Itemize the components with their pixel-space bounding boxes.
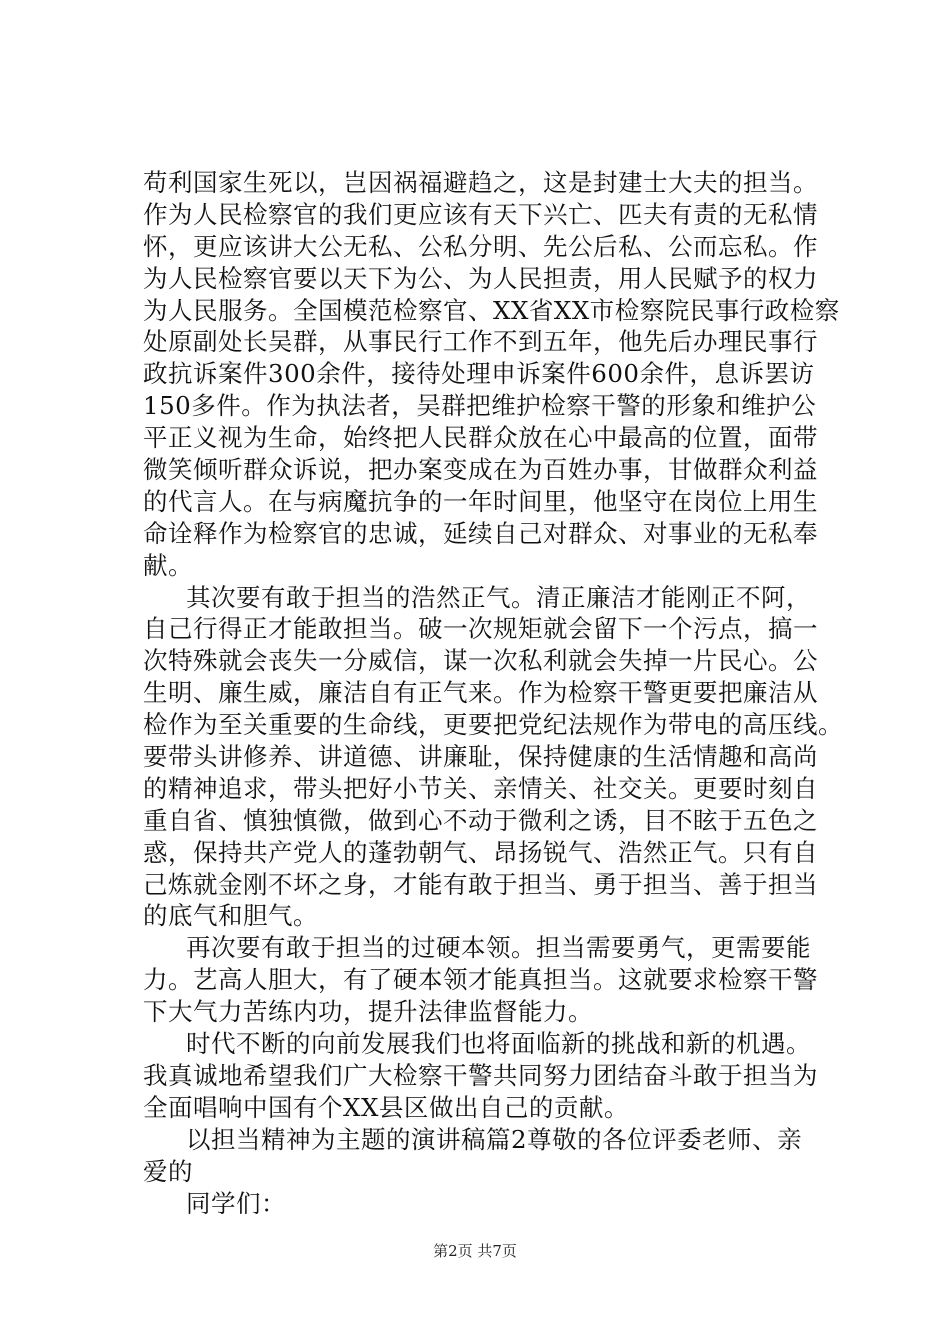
paragraph-start-line: 以担当精神为主题的演讲稿篇2尊敬的各位评委老师、亲: [186, 1124, 803, 1154]
text-line: 重自省、慎独慎微，做到心不动于微利之诱，目不眩于五色之: [143, 805, 818, 835]
text-line: 150多件。作为执法者，吴群把维护检察干警的形象和维护公: [143, 391, 817, 421]
text-line: 自己行得正才能敢担当。破一次规矩就会留下一个污点，搞一: [143, 614, 818, 644]
text-line: 全面唱响中国有个XX县区做出自己的贡献。: [143, 1092, 629, 1122]
text-line: 政抗诉案件300余件，接待处理申诉案件600余件，息诉罢访: [143, 359, 815, 389]
text-line: 检作为至关重要的生命线，更要把党纪法规作为带电的高压线。: [143, 710, 843, 740]
paragraph-start-line: 同学们：: [186, 1188, 286, 1218]
text-line: 命诠释作为检察官的忠诚，延续自己对群众、对事业的无私奉: [143, 518, 818, 548]
paragraph-start-line: 其次要有敢于担当的浩然正气。清正廉洁才能刚正不阿，: [186, 582, 811, 612]
paragraph-start-line: 再次要有敢于担当的过硬本领。担当需要勇气，更需要能: [186, 933, 811, 963]
text-line: 作为人民检察官的我们更应该有天下兴亡、匹夫有责的无私情: [143, 199, 818, 229]
text-line: 下大气力苦练内功，提升法律监督能力。: [143, 997, 593, 1027]
text-line: 献。: [143, 550, 193, 580]
text-line: 生明、廉生威，廉洁自有正气来。作为检察干警更要把廉洁从: [143, 678, 818, 708]
text-line: 处原副处长吴群，从事民行工作不到五年，他先后办理民事行: [143, 327, 818, 357]
text-line: 惑，保持共产党人的蓬勃朝气、昂扬锐气、浩然正气。只有自: [143, 837, 818, 867]
document-body: [143, 167, 843, 1219]
text-line: 的精神追求，带头把好小节关、亲情关、社交关。更要时刻自: [143, 773, 818, 803]
text-line: 爱的: [143, 1156, 193, 1186]
text-line: 己炼就金刚不坏之身，才能有敢于担当、勇于担当、善于担当: [143, 869, 818, 899]
text-line: 苟利国家生死以，岂因祸福避趋之，这是封建士大夫的担当。: [143, 168, 818, 197]
page-footer: [0, 1241, 950, 1261]
text-line: 次特殊就会丧失一分威信，谋一次私利就会失掉一片民心。公: [143, 646, 818, 676]
paragraph-start-line: 时代不断的向前发展我们也将面临新的挑战和新的机遇。: [186, 1029, 811, 1059]
page-number: 第2页 共7页: [433, 1242, 517, 1260]
text-line: 我真诚地希望我们广大检察干警共同努力团结奋斗敢于担当为: [143, 1060, 818, 1090]
text-line: 要带头讲修养、讲道德、讲廉耻，保持健康的生活情趣和高尚: [143, 742, 818, 772]
text-line: 平正义视为生命，始终把人民群众放在心中最高的位置，面带: [143, 423, 818, 453]
text-line: 力。艺高人胆大，有了硬本领才能真担当。这就要求检察干警: [143, 965, 818, 995]
text-line: 的代言人。在与病魔抗争的一年时间里，他坚守在岗位上用生: [143, 486, 818, 516]
text-line: 怀，更应该讲大公无私、公私分明、先公后私、公而忘私。作: [143, 231, 818, 261]
text-line: 为人民检察官要以天下为公、为人民担责，用人民赋予的权力: [143, 263, 818, 293]
text-line: 的底气和胆气。: [143, 901, 318, 931]
text-line: 为人民服务。全国模范检察官、XX省XX市检察院民事行政检察: [143, 295, 840, 325]
text-line: 微笑倾听群众诉说，把办案变成在为百姓办事，甘做群众利益: [143, 455, 818, 485]
